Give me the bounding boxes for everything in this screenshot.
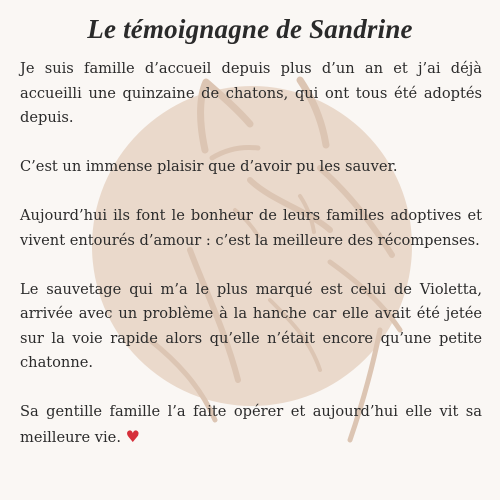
paragraph-5 xyxy=(20,400,482,450)
paragraph-4: Le sauvetage qui m’a le plus marqué est celui de Violetta, arrivée avec un problème à la hanche car elle avait été jetée sur la voie rapide alors qu’elle n’était encore qu’une petite chatonne. xyxy=(20,280,482,371)
heart-icon: ♥ xyxy=(125,426,140,446)
paragraph-2: C’est un immense plaisir que d’avoir pu les sauver. xyxy=(20,158,398,175)
paragraph-1: Je suis famille d’accueil depuis plus d’un an et j’ai déjà accueilli une quinzaine de chatons, qui ont tous été adoptés depuis. xyxy=(20,60,482,126)
page-title: Le témoignagne de Sandrine xyxy=(87,14,413,44)
paragraph-5-text: Sa gentille famille l’a faite opérer et aujourd’hui elle vit sa meilleure vie. xyxy=(20,403,482,446)
paragraph-3: Aujourd’hui ils font le bonheur de leurs familles adoptives et vivent entourés d’amour : c’est la meilleure des récompenses. xyxy=(20,207,482,249)
testimonial-body xyxy=(20,57,482,475)
